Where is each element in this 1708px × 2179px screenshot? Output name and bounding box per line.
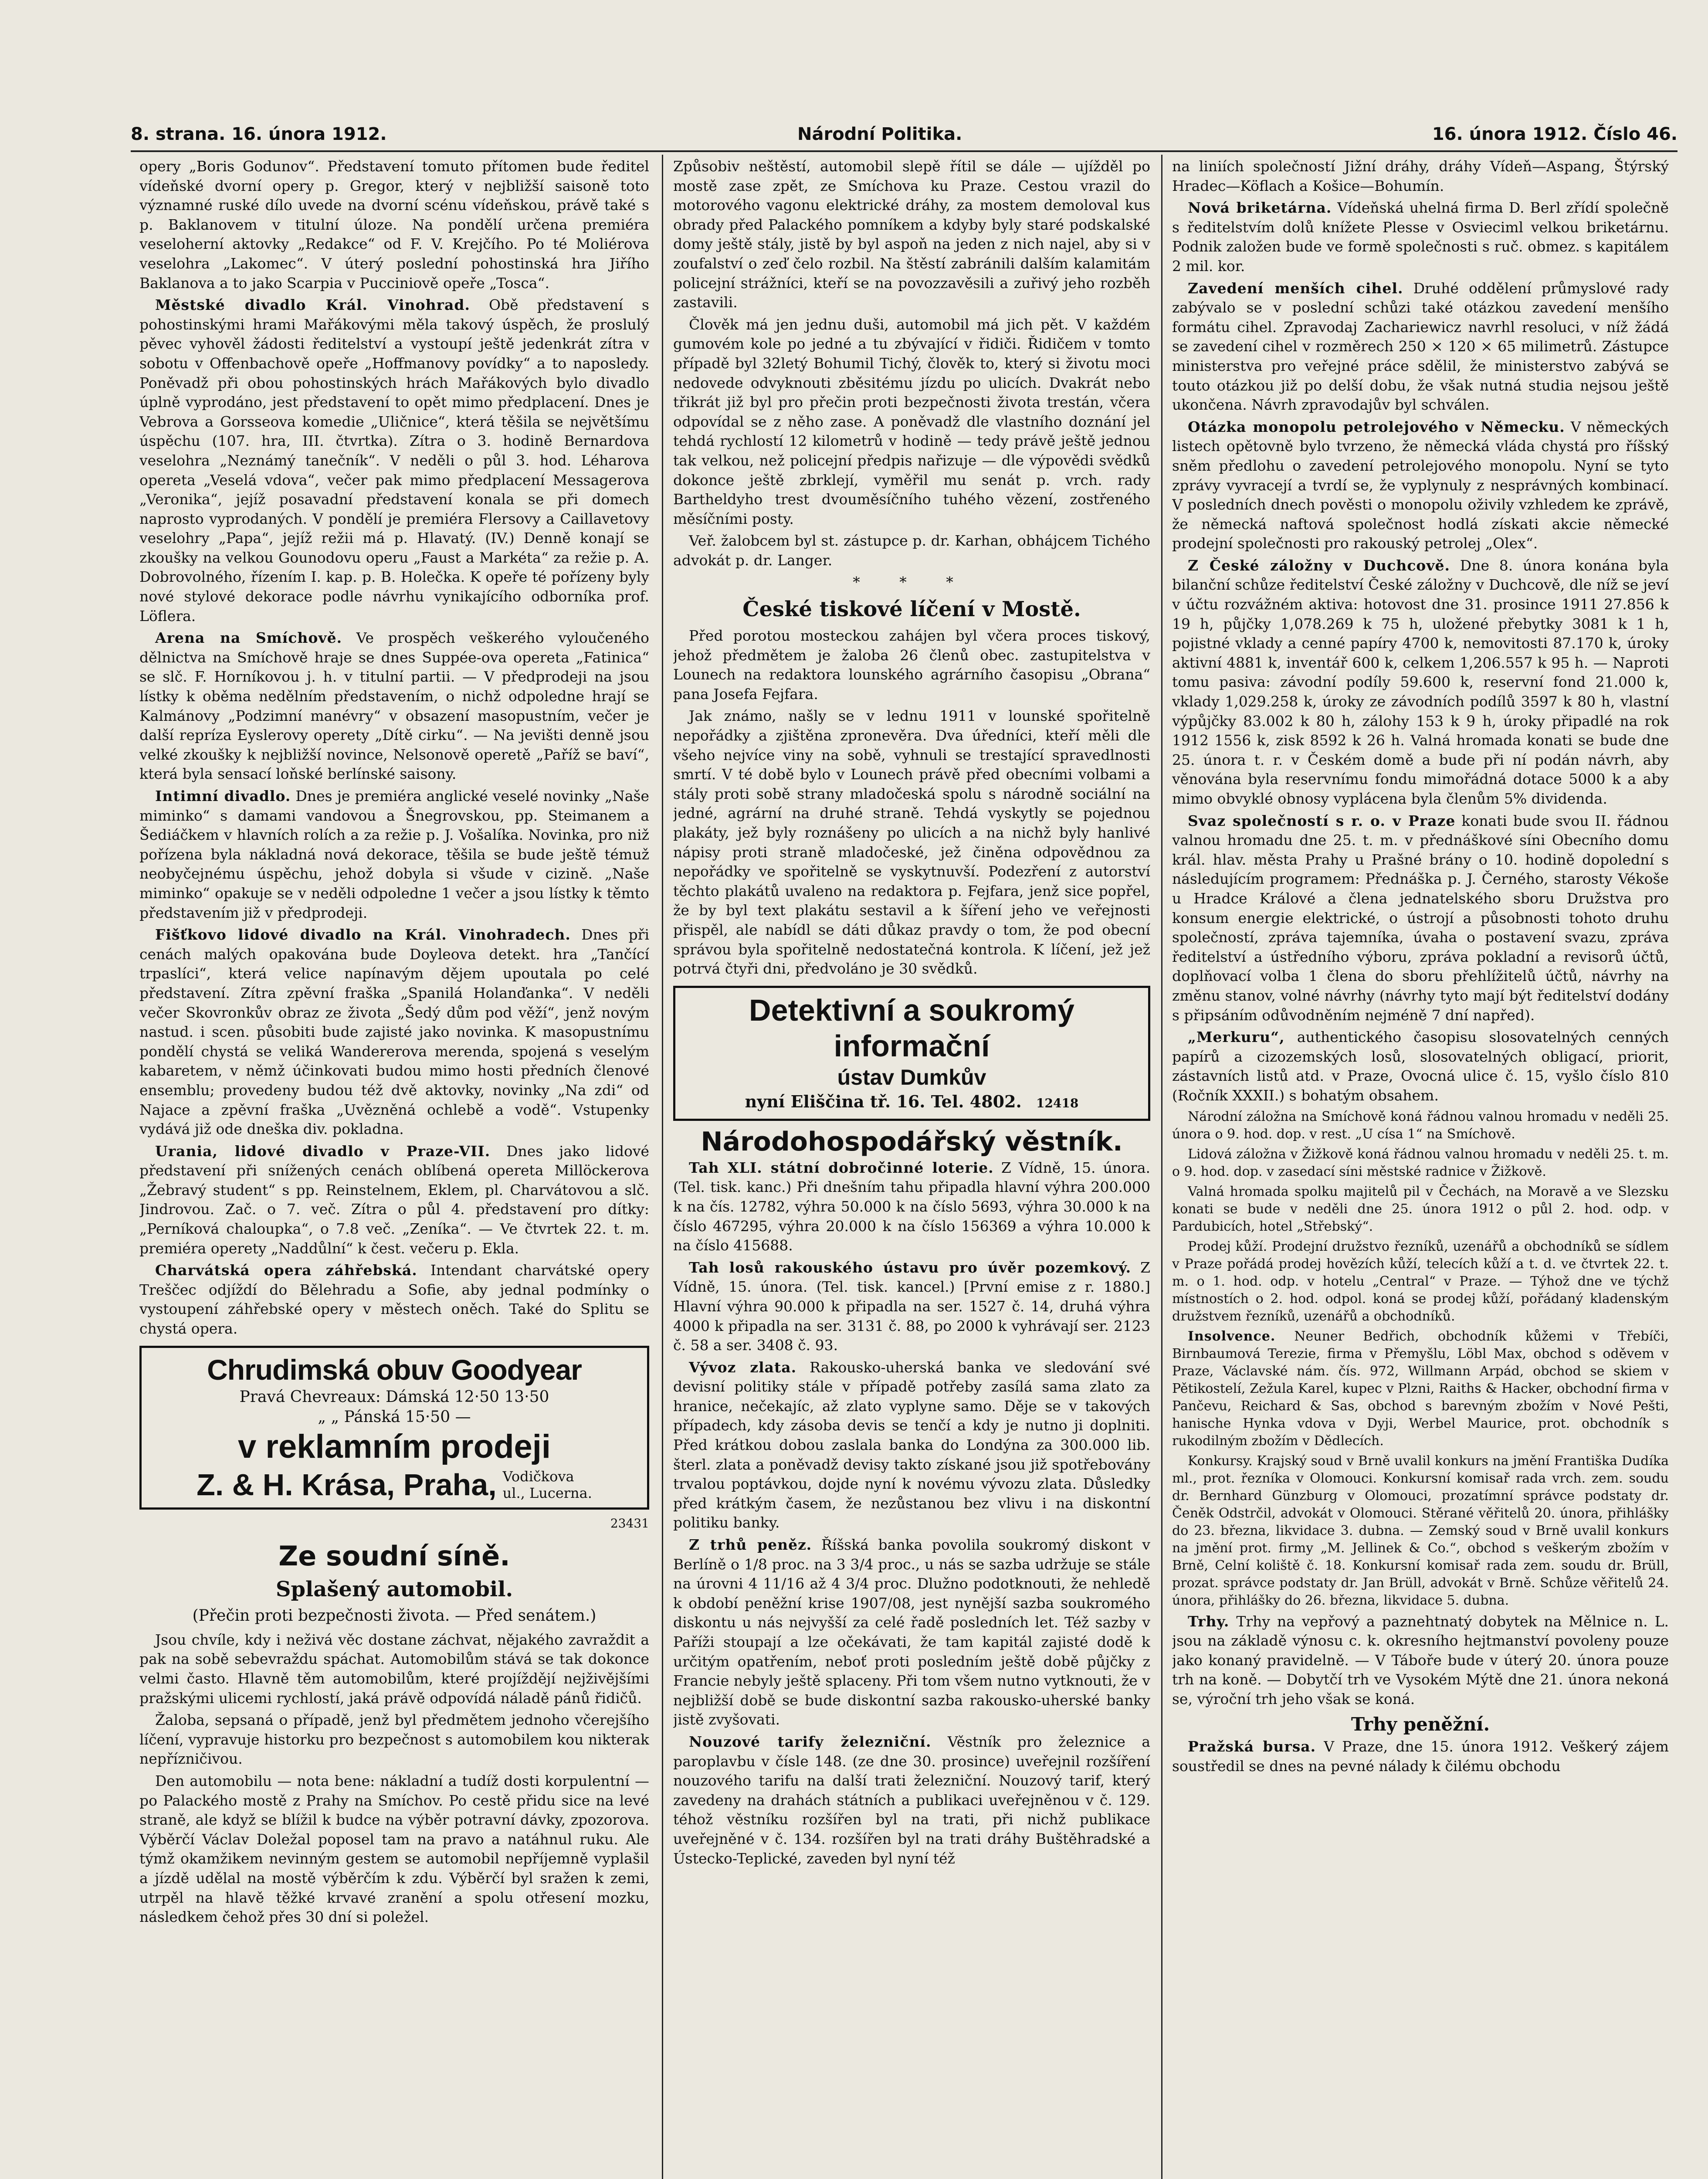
column-2 — [673, 157, 1150, 2179]
paragraph-automobile-1: Jsou chvíle, kdy i neživá věc dostane záchvat, nějakého zavraždit a pak na sobě sebevraždu spáchat. Automobilům stává se tak dokonce velmi často. Hlavně těm automobilům, které projíždějí nejživějšími pražskými ulicemi rychlostí, jaká právě odpovídá náladě pánů řidičů. — [139, 1631, 649, 1707]
notice-leather-sale: Prodej kůží. Prodejní družstvo řezníků, uzenářů a obchodníků se sídlem v Praze pořádá prodej hovězích kůží, telecích kůží a t. d. ve čtvrtek 22. t. m. o 1. hod. odp. v hotelu „Central“ v Praze. — Týhož dne ve týchž místnostích o 2. hod. odpol. koná se prodej kůží, pořádaný kladenským družstvem řezníků, uzenářů a obchodníků. — [1172, 1239, 1669, 1324]
paragraph-duchcov-bank: Z České záložny v Duchcově. Dne 8. února konána byla bilanční schůze ředitelství České záložny v Duchcově, dle níž se jeví v účtu rozvážném aktiva: hotovost dne 31. prosince 1911 27.856 k 19 h, půjčky 1,078.269 k 75 h, uložené přebytky 3081 k 1 h, pojistné vklady a cenné papíry 4700 k, nemovitosti 87.170 k, úroky aktivní 4881 k, inventář 600 k, celkem 1,206.557 k 95 h. — Naproti tomu pasiva: závodní podíly 59.600 k, reservní fond 21.000 k, vklady 1,029.258 k, úroky ze závodních podílů 3597 k 80 h, vlastní výpůjčky 83.002 k 80 h, zálohy 153 k 9 h, úroky připadlé na rok 1912 1556 k, zisk 8592 k 26 h. Valná hromada konati se bude dne 25. února t. r. v Českém domě a bude při ní podán návrh, aby věnována byla reservnímu fondu mimořádná dotace 5000 k a aby mimo obvyklé obnosy vyplácena byla členům 5% dividenda. — [1172, 557, 1669, 807]
paragraph-merkur: „Merkuru“, authentického časopisu slosovatelných cenných papírů a cizozemských losů, slosovatelných obligací, priorit, zástavních listů atd. v Praze, Ovocná ulice č. 15, vyšlo číslo 810 (Ročník XXXII.) s bohatým obsahem. — [1172, 1028, 1669, 1104]
column-3 — [1172, 157, 1669, 2179]
ad-goodyear-line-2: „ „ Pánská 15·50 — — [318, 1408, 471, 1426]
paragraph-lottery: Tah XLI. státní dobročinné loterie. Z Vídně, 15. února. (Tel. tisk. kanc.) Při dnešním tahu připadla hlavní výhra 200.000 k na čís. 12782, výhra 50.000 k na číslo 5693, výhra 30.000 k na číslo 467295, výhra 20.000 k na číslo 156369 a výhra 10.000 k na číslo 415688. — [673, 1159, 1150, 1254]
paragraph-markets: Trhy. Trhy na vepřový a paznehtnatý dobytek na Mělnice n. L. jsou na základě výnosu c. k. okresního hejtmanství povoleny pouze jako konaný pravidelně. — V Táboře bude v úterý 20. února pouze trh na koně. — Dobytčí trh ve Vysokém Mýtě dne 21. února nekoná se, výroční trh jeho však se koná. — [1172, 1612, 1669, 1707]
paragraph-gold-export: Vývoz zlata. Rakousko-uherská banka ve sledování své devisní politiky stále v případě potřeby zasílá sama zlato za hranice, nečekajíc, až zlato vyplyne samo. Děje se v takových případech, kdy zásoba devis se tenčí a kdy je nutno ji doplniti. Před krátkou dobou zaslala banka do Londýna za 300.000 lib. šterl. zlata a poněvadž devisy takto získané jsou již spotřebovány trvalou poptávkou, dojde nyní k novému vývozu zlata. Důsledky před krátkým časem, že nezůstanou bez vlivu i na diskontní politiku banky. — [673, 1358, 1150, 1531]
notice-smichov-bank: Národní záložna na Smíchově koná řádnou valnou hromadu v neděli 25. února o 9. hod. dop. v rest. „U císa 1“ na Smíchově. — [1172, 1109, 1669, 1142]
column-1 — [139, 157, 649, 2179]
paragraph-money-markets: Z trhů peněz. Říšská banka povolila soukromý diskont v Berlíně o 1/8 proc. na 3 3/4 proc., u nás se sazba udržuje se stále na úrovni 4 11/16 až 4 3/4 proc. Dlužno podotknouti, že nehledě k období peněžní krise 1907/08, jest nynější sazba soukromého diskontu u nás nejvyšší za celé řadě posledních let. Též sazby v Paříži stoupají a lze očekávati, že tam kapitál zajisté dodě k určitým opatřením, neboť proti posledním ještě době půjčky z Francie nebyly ještě splaceny. Při tom všem nutno vytknouti, že v nejbližší době se bude diskontní sazba rakousko-uherské banky jistě zvyšovati. — [673, 1536, 1150, 1728]
paragraph-croatian-opera: Charvátská opera záhřebská. Intendant charvátské opery Treščec odjíždí do Bělehradu a Sofie, aby jednal podmínky o vystoupení záhřebské opery v městech oněch. Také do Splitu se chystá opera. — [139, 1262, 649, 1337]
paragraph-most-trial-2: Jak známo, našly se v lednu 1911 v lounské spořitelně nepořádky a zjištěna zpronevěra. Dva úředníci, kteří měli dle všeho nejvíce viny na sobě, vyhnuli se trestající spravedlnosti smrtí. V té době bylo v Lounech právě před obecními volbami a stály proti sobě strany mladočeská spolu s národně sociální na jedné, agrární na druhé straně. Tehdá vyskytly se pojednou plakáty, jež byly roznášeny po ulicích a na nichž byly hanlivé nápisy proti straně mladočeské, jež činěna odpovědnou za nepořádky ve spořitelně se vyskytnuvší. Podezření z autorství těchto plakátů uvaleno na redaktora p. Fejfara, jenž sice popřel, že by byl text plakátu sestavil a k šíření jeho ve veřejnosti přispěl, ale nabídl se dáti důkaz pravdy o tom, že pod obecní správou byla spořitelně nedostatečná kontrola. K líčení, jež jež potrvá čtyři dni, předvoláno je 30 svědků. — [673, 707, 1150, 977]
article-note-automobile: (Přečin proti bezpečnosti života. — Před senátem.) — [192, 1607, 596, 1625]
paragraph-automobile-3: Den automobilu — nota bene: nákladní a tudíž dosti korpulentní — po Palackého mostě z Prahy na Smíchov. Po cestě přidu sice na levé straně, ale když se blížil k budce na výběr potravní dávky, zpozorova. Výběrčí Václav Doležal poposel tam na pravo a natáhnul ruku. Ale týmž okamžikem nevinným gestem se automobil nepříjemně vyplašil a jízdě udělal na mostě výběrčím k zdu. Výběrčí byl sražen k zemi, utrpěl na hlavě těžké krvavé zranění a spolu otřesení mozku, následkem čehož přes 30 dní si poležel. — [139, 1772, 649, 1926]
separator-stars: * * * — [853, 574, 971, 591]
column-rule-1 — [662, 155, 663, 2179]
theatre-article: opery „Boris Godunov“. Představení tomuto přítomen bude ředitel vídeňské dvorní opery p. Gregor, který v nejbližší saisoně toto významné ruské dílo uvede na dvorní scénu vídeňskou, právě také s p. Baklanovem v titulní úloze. Na pondělí určena premiéra veseloherní aktovky „Redakce“ od F. V. Krejčího. Po té Moliérova veselohra „Lakomec“. V úterý poslední pohostinská hra Jiřího Baklanova a to jako Scarpia v Pucciniově opeře „Tosca“. — [139, 158, 649, 292]
ad-detective-name: ústav Dumkův — [837, 1065, 986, 1090]
paragraph-vinohrady-theatre: Městské divadlo Král. Vinohrad. Obě představení s pohostinskými hrami Mařákovými měla takový úspěch, že proslulý pěvec vyhověl žádosti ředitelství a vystoupí ještě jedenkrát zítra v sobotu v Offenbachově opeře „Hoffmanovy povídky“ a to naposledy. Poněvadž při obou pohostinských hrách Mařákových bylo divadlo úplně vyprodáno, jest představení to opět mimo předplacení. Dnes je Vebrova a Gorsseova komedie „Uličnice“, která těšila se největšímu úspěchu (107. hra, III. čtvrtka). Zítra o 3. hodině Bernardova veselohra „Neznámý tanečník“. V neděli o půl 3. hod. Léharova opereta „Veselá vdova“, večer pak mimo předplacení Messagerova „Veronika“, jejíž posavadní představení konala se při domech naprosto vyprodaných. V pondělí je premiéra Flersovy a Caillavetovy veselohry „Papa“, jejíž režii má p. Hlavatý. (IV.) Denně konají se zkoušky na velkou Gounodovu operu „Faust a Markéta“ za režie p. A. Dobrovolného, řízením I. kap. p. B. Holečka. K opeře té pořízeny byly nové stylové dekorace podle návrhu vynikajícího odborníka prof. Löflera. — [139, 296, 649, 625]
ad-goodyear-firm: Z. & H. Krása, Praha, — [197, 1467, 497, 1502]
ad-goodyear-number: 23431 — [610, 1516, 649, 1531]
ad-detective-number: 12418 — [1036, 1096, 1079, 1110]
ad-goodyear-line-1: Pravá Chevreaux: Dámská 12·50 13·50 — [239, 1388, 549, 1406]
notice-sawmill-owners: Valná hromada spolku majitelů pil v Čechách, na Moravě a ve Slezsku konati se bude v neděli dne 25. února 1912 o půl 2. hod. odp. v Pardubicích, hotel „Střebský“. — [1172, 1184, 1669, 1234]
paragraph-land-credit: Tah losů rakouského ústavu pro úvěr pozemkový. Z Vídně, 15. února. (Tel. tisk. kancel.) [První emise z r. 1880.] Hlavní výhra 90.000 k připadla na ser. 1527 č. 14, druhá výhra 4000 k připadla na ser. 3131 č. 88, po 2000 k vyhrávají ser. 2123 č. 58 a ser. 3408 č. 93. — [673, 1259, 1150, 1354]
paragraph-fistkovo-divadlo: Fišťkovo lidové divadlo na Král. Vinohradech. Dnes při cenách malých opakována bude Doyleova detekt. hra „Tančící trpaslíci“, která velice napínavým dějem upoutala po celé představení. Zítra zpěvní fraška „Spanilá Holanďanka“. V neděli večer Skovronkův obraz ze života „Šedý dům pod věží“, jenž novým nastud. i scen. působiti bude zajisté jako novinka. K masopustnímu pondělí chystá se veliká Wandererova merenda, spojená s veselým kabaretem, v němž účinkovati budou mimo hosti předních členové ensemblu; provedeny budou též dvě aktovky, novinky „Na zdi“ od Najace a zpěvní fraška „Uvězněná ochlebě a vodě“. Vstupenky vydává již ode dneška div. pokladna. — [139, 926, 649, 1138]
section-title-money-markets: Trhy peněžní. — [1351, 1714, 1490, 1735]
notice-bankruptcies: Konkursy. Krajský soud v Brně uvalil konkurs na jmění Františka Dudíka ml., prot. řezníka v Olomouci. Konkursní komisař rada vrch. zem. soudu dr. Bernhard Günzburg v Olomouci, prozatímní správce podstaty dr. Čeněk Odstrčil, advokát v Olomouci. Stěrané věřitelů 20. února, přihlášky do 23. března, likvidace 3. dubna. — Zemský soud v Brně uvalil konkurs na jmění prot. firmy „M. Jellinek & Co.“, obchod s veškerým zbožím v Brně, Celní koliště č. 18. Konkursní komisař rada zem. soudu dr. Brüll, prozat. správce podstaty dr. Jan Brüll, advokát v Brně. Schůze věřitelů 24. února, přihlášky do 26. března, likvidace 5. dubna. — [1172, 1453, 1669, 1608]
ad-detective-title: Detektivní a soukromý informační — [749, 993, 1074, 1063]
notice-zizkov-bank: Lidová záložna v Žižkově koná řádnou valnou hromadu v neděli 25. t. m. o 9. hod. dop. v zasedací síni městské radnice v Žižkově. — [1172, 1146, 1669, 1179]
paragraph-arena-smichov: Arena na Smíchově. Ve prospěch veškerého vyloučeného dělnictva na Smíchově hraje se dnes Suppée-ova opereta „Fatinica“ se slč. F. Horníkovou j. h. v titulní partii. — V předprodeji na jsou lístky k oběma nedělním představením, o nichž odpoledne hrají se Kalmánovy „Podzimní manévry“ v obsazení masopustním, večer je další repríza Eyslerovy operety „Dítě cirku“. — Na jevišti denně jsou velké zkoušky k nejbližší novince, Nelsonově operetě „Paříž se baví“, která byla sensací loňské berlínské saisony. — [139, 629, 649, 783]
header-issue-number: 16. února 1912. Číslo 46. — [1432, 124, 1678, 144]
advertisement-detective — [673, 986, 1150, 1121]
page-header — [131, 124, 1678, 150]
article-title-automobile: Splašený automobil. — [275, 1577, 513, 1602]
paragraph-railway-lines: na liniích společností Jižní dráhy, dráhy Vídeň—Aspang, Štýrský Hradec—Köflach a Košice—Bohumín. — [1172, 158, 1669, 194]
paragraph-urania: Urania, lidové divadlo v Praze-VII. Dnes jako lidové představení při snížených cenách oblíbená opereta Millöckerova „Žebravý student“ s pp. Reinstelnem, Eklem, pl. Charvátovou a slč. Jindrovou. Zač. o 7. več. Zítra o půl 4. představení pro dítky: „Perníková chaloupka“, o 7.8 več. „Zeníka“. — Ve čtvrtek 22. t. m. premiéra operety „Naddůlní“ k čest. večeru p. Ekla. — [139, 1142, 649, 1257]
paragraph-most-trial-1: Před porotou mosteckou zahájen byl včera proces tiskový, jehož předmětem je žaloba 26 členů obec. zastupitelstva v Lounech na redaktora lounského agrárního časopisu „Obrana“ pana Josefa Fejfara. — [673, 627, 1150, 703]
paragraph-railway-tariffs: Nouzové tarify železniční. Věstník pro železnice a paroplavbu v čísle 148. (ze dne 30. prosince) uveřejnil rozšíření nouzového tarifu na další trati železniční. Nouzový tarif, který zavedeny na drahách státních a publikaci uveřejněnou v č. 129. téhož věstníku rozšířen byl na trati, při nichž publikace uveřejněné v č. 134. rozšířen byl na trati dráhy Buštěhradské a Ústecko-Teplické, zaveden byl nyní též — [673, 1733, 1150, 1867]
notice-insolvency: Insolvence. Neuner Bedřich, obchodník kůžemi v Třebíči, Birnbaumová Terezie, firma v Přemyšlu, Löbl Max, obchod s oděvem v Praze, Václavské nám. čís. 972, Willmann Arpád, obchod se skiem v Pětikostelí, Zežula Karel, kupec v Plzni, Raiths & Hacker, obchodní firma v Pančevu, Reichard & Sas, obchod s barevným zbožím v Nové Pešti, hanische Hynka vdova v Dyji, Werbel Maurice, prot. obchodník s rukodilným zbožím v Dědlecích. — [1172, 1328, 1669, 1449]
header-masthead: Národní Politika. — [797, 124, 962, 144]
section-title-court: Ze soudní síně. — [278, 1540, 510, 1572]
paragraph-prague-bourse: Pražská bursa. V Praze, dne 15. února 1912. Veškerý zájem soustředil se dnes na pevné nálady k čilému obchodu — [1172, 1738, 1669, 1775]
paragraph-briquette: Nová briketárna. Vídeňská uhelná firma D. Berl zřídí společně s ředitelstvím dolů knížete Plesse v Osvieciml velkou briketárnu. Podnik založen bude ve formě společnosti s ruč. obmez. s kapitálem 2 mil. kor. — [1172, 199, 1669, 275]
paragraph-petroleum: Otázka monopolu petrolejového v Německu. V německých listech opětovně bylo tvrzeno, že německá vláda chystá pro říšský sněm předlohu o zavedení petrolejového monopolu. Nyní se tyto zprávy vyvracejí a tvrdí se, že vyplynuly z nesprávných kombinací. V posledních dnech pověsti o monopolu oživily vzhledem ke zprávě, že německá naftová společnost hodlá získati akcie německé prodejní společnosti pro rakouský petrolej „Olex“. — [1172, 418, 1669, 552]
paragraph-automobile-4: Způsobiv neštěstí, automobil slepě řítil se dále — ujížděl po mostě zase zpět, ze Smíchova ku Praze. Cestou vrazil do motorového vagonu elektrické dráhy, za mostem demoloval kus obrady před Palackého pomníkem a kdyby byly staré podskalské domy ještě stály, jistě by byl aspoň na jeden z nich najel, aby si v zoufalství o zeď čelo rozbil. Na štěstí zabránili dalším kalamitám policejní strážníci, kteří se na povozzavěsili a zuřivý jeho rozběh zastavili. — [673, 158, 1150, 311]
paragraph-union-companies: Svaz společností s r. o. v Praze konati bude svou II. řádnou valnou hromadu dne 25. t. m. v přednáškové síni Obecního domu král. hlav. města Prahy u Prašné brány o 10. hodině dopolední s následujícím programem: Přednáška p. J. Černého, starosty Vékoše u Hradce Králové a člena jednatelského sboru Družstva pro konsum energie elektrické, o ústrojí a působnosti tohoto druhu společností, zpráva tajemníka, úvaha o postavení svazu, zpráva ředitelství a ústředního výboru, zpráva pokladní a revisorů účtů, doplňovací volba 1 člena do sboru přehlížitelů účtů, návrhy na změnu stanov, volné návrhy (návrhy tyto mají být ředitelství dodány s připsáním odůvodněním nejméně 7 dní napřed). — [1172, 812, 1669, 1024]
ad-goodyear-address-1: Vodičkova — [502, 1468, 574, 1485]
article-title-most-trial: České tiskové líčení v Mostě. — [742, 597, 1081, 622]
advertisement-goodyear — [139, 1346, 649, 1510]
ad-detective-address: nyní Eliščina tř. 16. Tel. 4802. — [745, 1091, 1022, 1111]
paragraph-bricks: Zavedení menších cihel. Druhé oddělení průmyslové rady zabývalo se v poslední schůzi také otázkou zavedení menšího formátu cihel. Zpravodaj Zachariewicz navrhl resoluci, v níž žádá se zavedení cihel v rozměrech 250 × 120 × 65 milimetrů. Zástupce ministerstva pro veřejné práce sdělil, že ministerstvo zabývá se touto otázkou již po delší dobu, že však nutná studia nejsou ještě ukončena. Návrh zpravodajův byl schválen. — [1172, 279, 1669, 414]
header-rule — [131, 150, 1678, 152]
ad-goodyear-address-2: ul., Lucerna. — [502, 1484, 592, 1501]
section-title-economy: Národohospodářský věstník. — [701, 1126, 1123, 1157]
paragraph-automobile-6: Veř. žalobcem byl st. zástupce p. dr. Karhan, obhájcem Tichého advokát p. dr. Langer. — [673, 532, 1150, 569]
header-page-date: 8. strana. 16. února 1912. — [131, 124, 387, 144]
ad-goodyear-title: Chrudimská obuv Goodyear — [207, 1353, 582, 1386]
paragraph-intimni-divadlo: Intimní divadlo. Dnes je premiéra anglické veselé novinky „Naše miminko“ s damami vandovou a Šnegrovskou, pp. Steimanem a Šediáčkem v hlavních rolích a za režie p. J. Vošalíka. Novinka, pro niž pořízena byla nákladná nová dekorace, těšila se bude ještě témuž neobyčejnému úspěchu, jehož dobyla si všude v cizině. „Naše miminko“ opakuje se v neděli odpoledne 1 večer a jsou lístky k těmto představením již v předprodeji. — [139, 787, 649, 921]
paragraph-automobile-5: Člověk má jen jednu duši, automobil má jich pět. V každém gumovém kole po jedné a tu zbývající v řidiči. Řidičem v tomto případě byl 32letý Bohumil Tichý, člověk to, který si životu moci nedovede odvyknouti zběsitému jízdu po ulicích. Dvakrát nebo třikrát již byl pro přečin proti bezpečnosti života trestán, včera odpovídal se z něho zase. A poněvadž dle vlastního doznání jel tehdá rychlostí 12 kilometrů v hodině — tedy právě ještě jednou tak velkou, než policejní předpis nařizuje — dle výpovědi svědků dokonce ještě zbrklejí, vyměřil mu senát p. vrch. rady Bartheldyho trest dvouměsíčního tuhého vězení, zostřeného měsíčními posty. — [673, 316, 1150, 527]
paragraph-automobile-2: Žaloba, sepsaná o případě, jenž byl předmětem jednoho včerejšího líčení, vypravuje historku pro bezpečnost s automobilem kou nikterak nepřízničivou. — [139, 1711, 649, 1768]
column-rule-2 — [1161, 155, 1162, 2179]
ad-goodyear-sale: v reklamním prodeji — [237, 1428, 551, 1465]
